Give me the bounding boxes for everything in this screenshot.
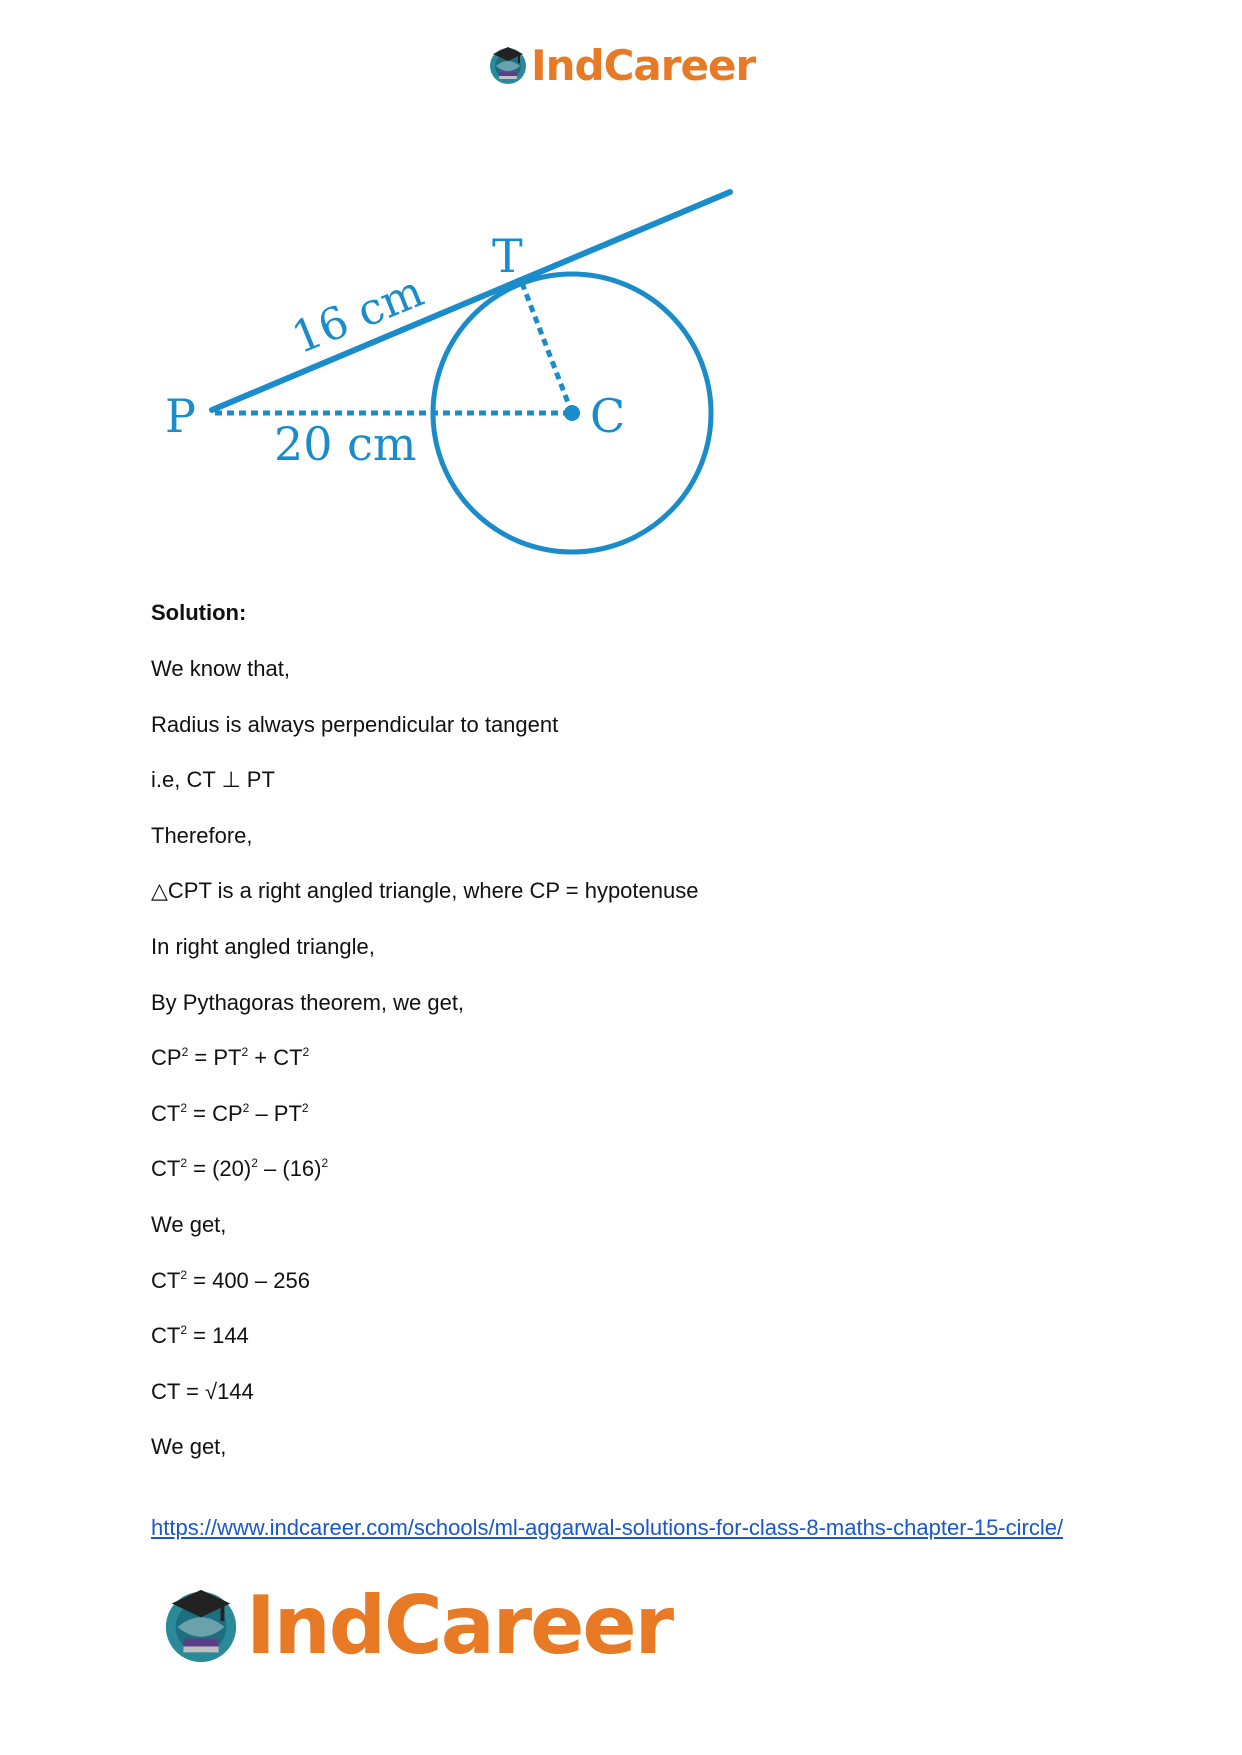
equation-line: $CP^2 = PT^2 + CT^2$ [151,1045,310,1071]
text-line: Therefore, [151,822,253,848]
label-c: C [590,389,626,443]
logo-wordmark: IndCareer [246,1578,673,1672]
label-pt-length: 16 cm [285,265,431,365]
text-line: In right angled triangle, [151,933,375,959]
equation-line: $CT^2 = CP^2 - PT^2$ [151,1100,309,1126]
text-line: By Pythagoras theorem, we get, [151,989,465,1015]
text-line: We know that, [151,656,290,681]
label-p: P [165,389,196,443]
ct-dotted-line [522,283,572,413]
diagram-svg [150,170,750,570]
solution-content [151,596,1091,1486]
logo-graduation-icon [160,1584,242,1666]
header-logo[interactable] [487,40,755,90]
equation-line: $CT^2 = (20)^2 - (16)^2$ [151,1156,329,1182]
text-line: △CPT is a right angled triangle, where CP = hypotenuse [151,878,699,904]
logo-wordmark: IndCareer [531,40,756,90]
solution-heading: Solution: [151,600,247,625]
text-line: i.e, CT ⊥ PT [151,767,275,793]
logo-graduation-icon [487,44,529,86]
label-pc-length: 20 cm [274,417,417,471]
label-t: T [492,229,523,283]
text-line: We get, [151,1434,227,1460]
text-line: Radius is always perpendicular to tangent [151,711,559,737]
equation-line: $CT^2 = 144$ [151,1323,249,1349]
equation-line: $CT^2 = 400 - 256$ [151,1267,310,1293]
tangent-diagram [150,170,750,570]
source-url-link[interactable]: https://www.indcareer.com/schools/ml-aggarwal-solutions-for-class-8-maths-chapter-15-circle/ [151,1515,1064,1540]
text-line: We get, [151,1211,227,1237]
footer-logo[interactable] [160,1580,672,1670]
equation-line: CT = √144 [151,1378,254,1404]
center-point [564,405,580,421]
